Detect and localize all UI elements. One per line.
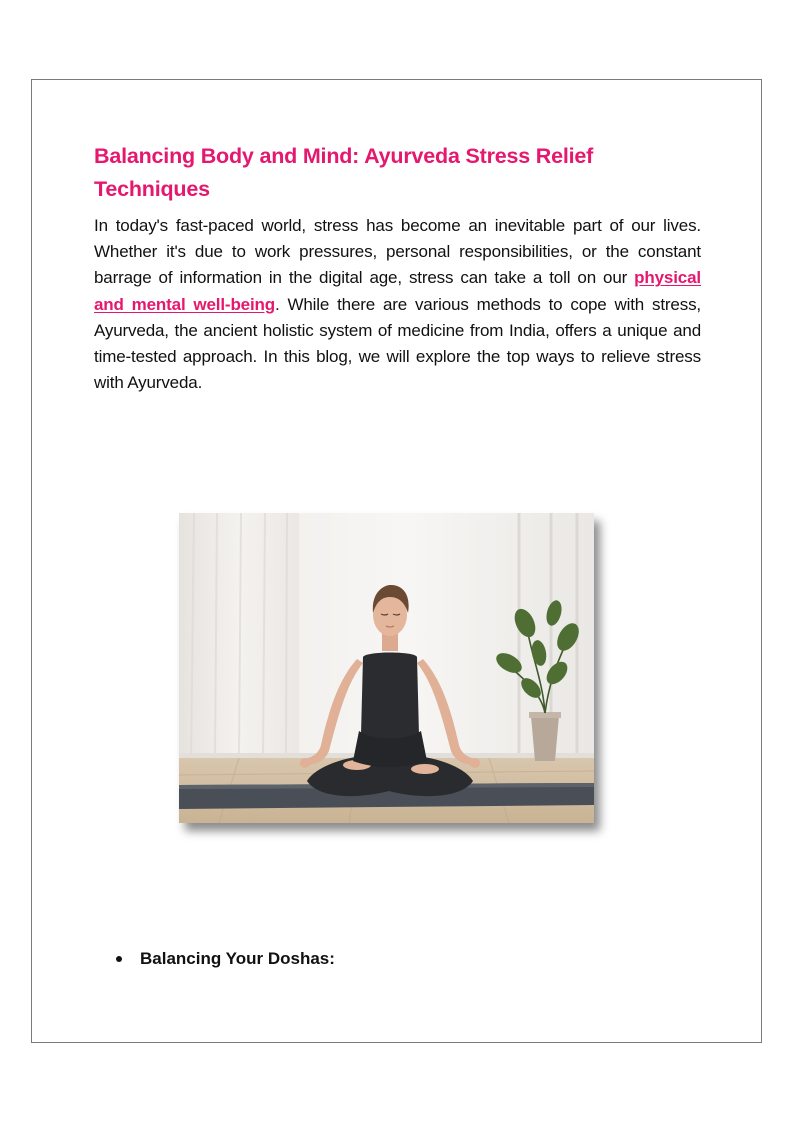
wellbeing-link[interactable]: physical and mental well-being bbox=[94, 268, 701, 314]
intro-text-start: In today's fast-paced world, stress has become an inevitable part of our lives. Whether it's due to work pressures, personal responsibilities, or the constant barrage of information in the digital age, stress can take a toll on our bbox=[94, 216, 701, 288]
list-item-label: Balancing Your Doshas: bbox=[140, 949, 335, 968]
list-item bbox=[116, 946, 335, 972]
bullet-icon bbox=[116, 956, 122, 962]
article-content bbox=[94, 140, 701, 396]
yoga-meditation-photo bbox=[179, 513, 594, 823]
article-title: Balancing Body and Mind: Ayurveda Stress Relief Techniques bbox=[94, 144, 594, 201]
bullet-list bbox=[116, 946, 335, 972]
intro-paragraph bbox=[94, 213, 701, 396]
intro-text-end: . While there are various methods to cope with stress, Ayurveda, the ancient holistic system of medicine from India, offers a unique and time-tested approach. In this blog, we will explore the top ways to relieve stress with Ayurveda. bbox=[94, 294, 701, 393]
